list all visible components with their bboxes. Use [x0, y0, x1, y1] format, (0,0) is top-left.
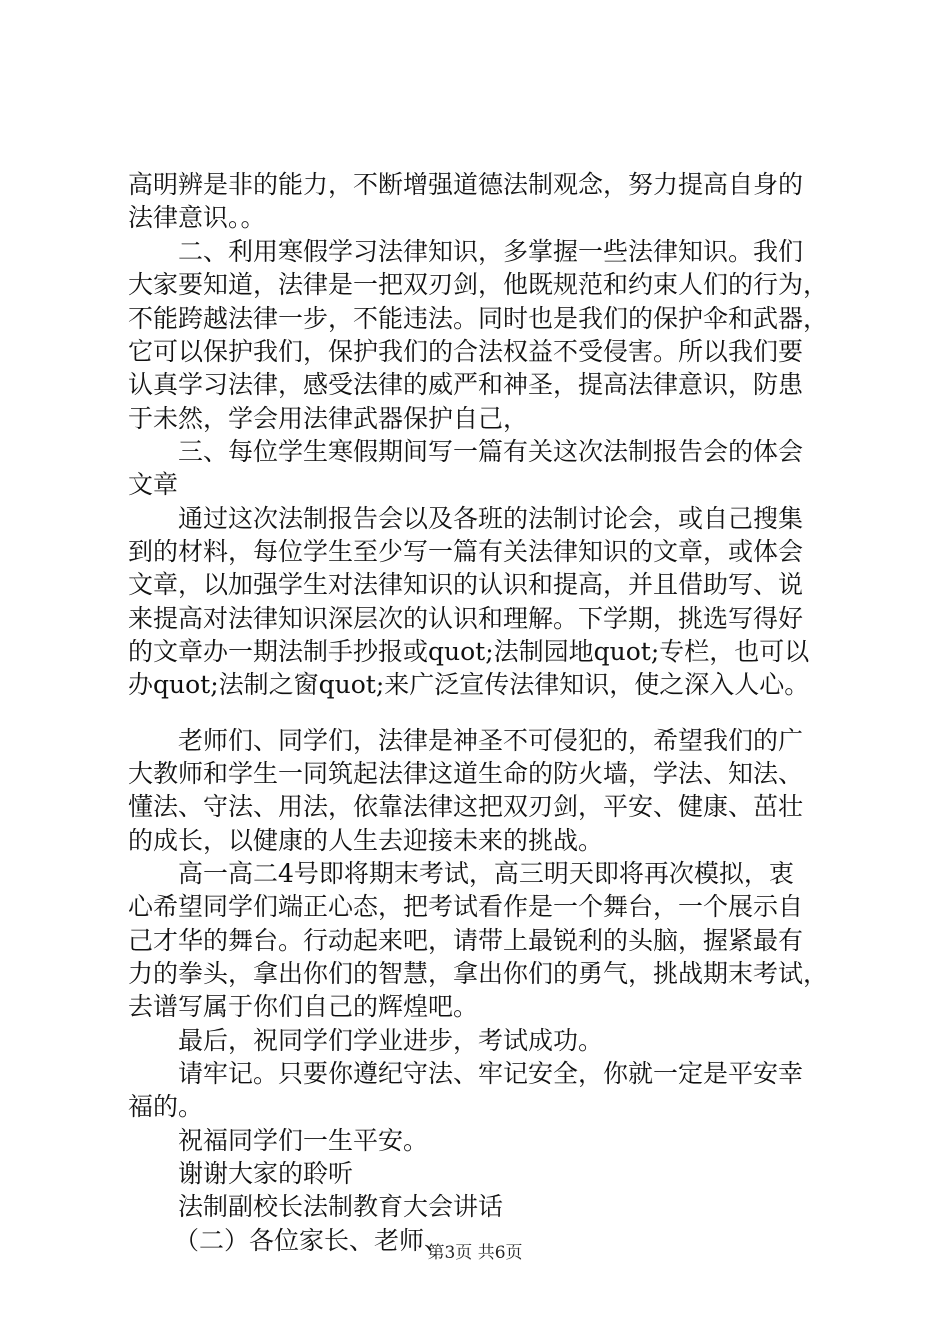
text-line: 谢谢大家的聆听 — [178, 1159, 354, 1188]
text-line: 己才华的舞台。行动起来吧，请带上最锐利的头脑，握紧最有 — [128, 926, 804, 955]
text-line: 大家要知道，法律是一把双刃剑，他既规范和约束人们的行为， — [128, 270, 829, 299]
text-line: 高一高二4号即将期末考试，高三明天即将再次模拟，衷 — [178, 859, 794, 888]
text-line: 文章 — [128, 470, 179, 499]
text-line: 力的拳头，拿出你们的智慧，拿出你们的勇气，挑战期末考试， — [128, 959, 829, 988]
text-line: 认真学习法律，感受法律的威严和神圣，提高法律意识，防患 — [128, 370, 804, 399]
text-line: 法律意识。。 — [128, 203, 266, 232]
text-line: 二、利用寒假学习法律知识，多掌握一些法律知识。我们 — [178, 237, 804, 266]
text-line: 于未然，学会用法律武器保护自己， — [128, 404, 529, 433]
text-line: 高明辨是非的能力，不断增强道德法制观念，努力提高自身的 — [128, 170, 804, 199]
text-line: 来提高对法律知识深层次的认识和理解。下学期，挑选写得好 — [128, 604, 804, 633]
page-number-footer: 第3页 共6页 — [427, 1243, 523, 1263]
text-line: 文章，以加强学生对法律知识的认识和提高，并且借助写、说 — [128, 570, 804, 599]
text-line: 懂法、守法、用法，依靠法律这把双刃剑，平安、健康、茁壮 — [128, 792, 804, 821]
text-line: 的成长，以健康的人生去迎接未来的挑战。 — [128, 826, 604, 855]
text-line: 法制副校长法制教育大会讲话 — [178, 1192, 504, 1221]
text-line: 心希望同学们端正心态，把考试看作是一个舞台，一个展示自 — [128, 892, 804, 921]
text-line: 去谱写属于你们自己的辉煌吧。 — [128, 992, 479, 1021]
text-line: 祝福同学们一生平安。 — [178, 1126, 429, 1155]
text-line: 最后，祝同学们学业进步，考试成功。 — [178, 1026, 604, 1055]
text-line: 的文章办一期法制手抄报或quot;法制园地quot;专栏，也可以 — [128, 637, 810, 666]
text-line: 请牢记。只要你遵纪守法、牢记安全，你就一定是平安幸 — [178, 1059, 804, 1088]
text-line: 不能跨越法律一步，不能违法。同时也是我们的保护伞和武器， — [128, 304, 829, 333]
text-line: 到的材料，每位学生至少写一篇有关法律知识的文章，或体会 — [128, 537, 804, 566]
text-line: 通过这次法制报告会以及各班的法制讨论会，或自己搜集 — [178, 504, 804, 533]
text-line: 老师们、同学们，法律是神圣不可侵犯的，希望我们的广 — [178, 726, 804, 755]
text-line: 它可以保护我们，保护我们的合法权益不受侵害。所以我们要 — [128, 337, 804, 366]
text-line: 三、每位学生寒假期间写一篇有关这次法制报告会的体会 — [178, 437, 804, 466]
text-line: 办quot;法制之窗quot;来广泛宣传法律知识，使之深入人心。 — [128, 670, 810, 699]
text-line: 大教师和学生一同筑起法律这道生命的防火墙，学法、知法、 — [128, 759, 804, 788]
text-line: （二）各位家长、老师、 — [174, 1226, 450, 1255]
text-line: 福的。 — [128, 1092, 204, 1121]
